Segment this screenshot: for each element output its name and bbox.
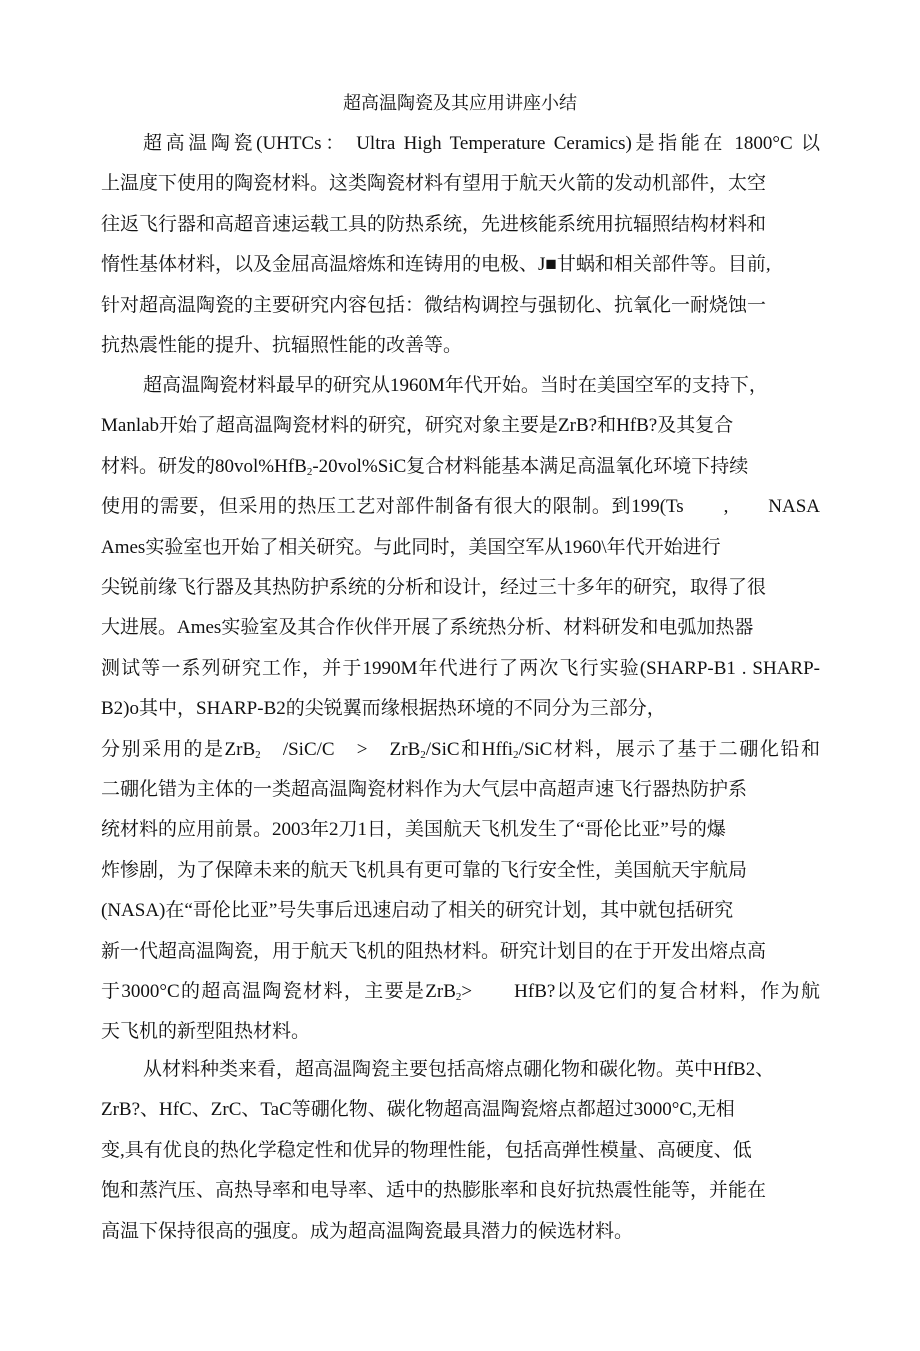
paragraph-2-line [101,696,820,722]
paragraph-2-line [101,535,820,561]
paragraph-1-line [101,212,820,238]
text-run: > HfB?以及它们的复合材料，作为航 [461,981,820,1002]
paragraph-3-line [101,1097,820,1123]
text-run: 测试等一系列研究工作，并于1990M年代进行了两次飞行实验(SHARP-B1 . SHARP- [101,657,820,679]
paragraph-2-line [101,494,820,520]
subscript: 2 [255,748,261,761]
text-run: 尖锐前缘飞行器及其热防护系统的分析和设计，经过三十多年的研究，取得了很 [101,577,767,598]
text-run: 针对超高温陶瓷的主要研究内容包括：微结构调控与强韧化、抗氧化一耐烧蚀一 [101,294,767,316]
subscript: 2 [306,465,313,478]
paragraph-1-line [101,252,820,278]
paragraph-2-line [101,615,820,641]
text-run: 材料。研发的80vol%HfB [101,455,307,477]
text-run: B2)o其中，SHARP-B2的尖锐翼而缘根据热环境的不同分为三部分， [101,698,666,720]
paragraph-1-line [101,171,820,197]
text-run: 上温度下使用的陶瓷材料。这类陶瓷材料有望用于航天火箭的发动机部件，太空 [101,173,767,195]
text-run: 饱和蒸汽压、高热导率和电导率、适中的热膨胀率和良好抗热震性能等，并能在 [101,1180,767,1202]
subscript: 2 [455,991,462,1003]
text-run: 超高温陶瓷(UHTCs： Ultra High Temperature Ceramics)是指能在 1800°C 以 [143,133,820,154]
text-run: (NASA)在“哥伦比亚”号失事后迅速启动了相关的研究计划，其中就包括研究 [101,900,734,922]
text-run: /SiC和Hffi [425,738,514,760]
paragraph-1-line [101,333,820,359]
paragraph-2-line [143,373,820,399]
text-run: 超高温陶瓷材料最早的研究从1960M年代开始。当时在美国空军的支持下， [143,375,768,396]
paragraph-2-line [101,817,820,843]
paragraph-2-line [101,656,820,682]
paragraph-2-line [101,858,820,884]
text-run: 大进展。Ames实验室及其合作伙伴开展了系统热分析、材料研发和电弧加热器 [101,617,754,639]
paragraph-2-line [101,1019,820,1045]
paragraph-2-line [101,898,820,924]
text-run: ZrB?、HfC、ZrC、TaC等硼化物、碳化物超高温陶瓷熔点都超过3000°C,无相 [101,1099,735,1121]
text-run: 从材料种类来看，超高温陶瓷主要包括高熔点硼化物和碳化物。英中HfB2、 [143,1059,775,1080]
paragraph-3-line [101,1138,820,1164]
subscript: 2 [420,748,426,761]
text-run: 统材料的应用前景。2003年2刀1日，美国航天飞机发生了“哥伦比亚”号的爆 [101,819,726,841]
text-run: Manlab开始了超高温陶瓷材料的研究，研究对象主要是ZrB?和HfB?及其复合 [101,415,734,437]
paragraph-1-line [143,131,820,157]
subscript: 2 [513,748,519,761]
text-run: 于3000°C的超高温陶瓷材料，主要是ZrB [101,981,456,1002]
paragraph-2-line [101,777,820,803]
document-title: 超高温陶瓷及其应用讲座小结 [343,93,577,113]
paragraph-2-line [101,413,820,439]
text-run: 天飞机的新型阻热材料。 [101,1021,311,1043]
text-run: Ames实验室也开始了相关研究。与此同时，美国空军从1960\年代开始进行 [101,536,721,558]
text-run: 新一代超高温陶瓷，用于航天飞机的阻热材料。研究计划目的在于开发出熔点高 [101,940,767,962]
paragraph-3-line [143,1057,820,1083]
text-run: 使用的需要，但采用的热压工艺对部件制备有很大的限制。到199(Ts , NASA [101,496,820,518]
text-run: 分别采用的是ZrB [101,738,256,760]
paragraph-3-line [101,1178,820,1204]
text-run: -20vol%SiC复合材料能基本满足高温氧化环境下持续 [312,455,749,477]
text-run: 往返飞行器和高超音速运载工具的防热系统，先进核能系统用抗辐照结构材料和 [101,213,767,235]
text-run: 抗热震性能的提升、抗辐照性能的改善等。 [101,335,463,356]
paragraph-2-line [101,939,820,965]
text-run: /SiC/C > ZrB [260,738,421,760]
text-run: 惰性基体材料，以及金屈高温熔炼和连铸用的电极、J■甘蜗和相关部件等。目前, [101,254,771,276]
paragraph-2-line [101,737,820,763]
text-run: 高温下保持很高的强度。成为超高温陶瓷最具潜力的候选材料。 [101,1220,634,1242]
text-run: 变,具有优良的热化学稳定性和优异的物理性能，包括高弹性模量、高硬度、低 [101,1139,752,1161]
paragraph-2-line [101,979,820,1005]
text-run: 二硼化错为主体的一类超高温陶瓷材料作为大气层中高超声速飞行器热防护系 [101,779,748,800]
text-run: 炸惨剧，为了保障未来的航天飞机具有更可靠的飞行安全性，美国航天宇航局 [101,859,748,881]
paragraph-2-line [101,454,820,480]
paragraph-1-line [101,293,820,319]
paragraph-3-line [101,1219,820,1245]
text-run: /SiC材料，展示了基于二硼化铅和 [518,738,820,760]
paragraph-2-line [101,575,820,601]
